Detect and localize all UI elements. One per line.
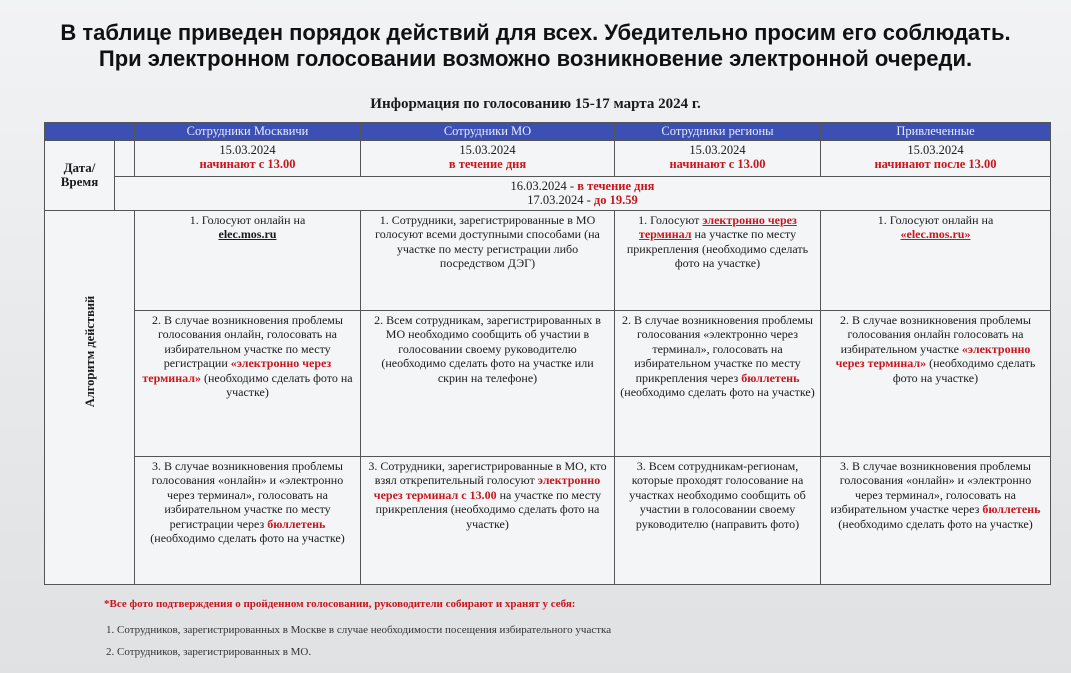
column-header-attracted: Привлеченные <box>821 123 1051 141</box>
header-corner <box>45 123 135 141</box>
step1-attracted <box>821 210 1051 310</box>
date-cell-moscow <box>135 140 361 176</box>
date-cell-mo <box>361 140 615 176</box>
step1-mo: 1. Сотрудники, зарегистрированные в МО голосуют всеми доступными способами (на участке по месту регистрации либо посредством ДЭГ) <box>361 210 615 310</box>
date-17-time: до 19.59 <box>593 193 638 207</box>
info-title: Информация по голосованию 15-17 марта 2024 г. <box>370 96 701 112</box>
step3-attracted <box>821 456 1051 584</box>
time-regions: начинают с 13.00 <box>669 157 766 171</box>
notice-heading <box>0 20 1071 72</box>
step1-moscow-text: 1. Голосуют онлайн на <box>189 212 306 227</box>
date-cell-attracted <box>821 140 1051 176</box>
step3-regions: 3. Всем сотрудникам-регионам, которые проходят голосование на участках необходимо сообщить об участии в голосовании своему руководителю (направить фото) <box>615 456 821 584</box>
step3-mo <box>361 456 615 584</box>
algorithm-label: Алгоритм действий <box>82 295 97 407</box>
voting-table <box>44 122 1051 585</box>
step3-moscow <box>135 456 361 584</box>
date-17-value: 17.03.2024 - <box>527 193 591 207</box>
step2-attracted-pre: 2. В случае возникновения проблемы голосования онлайн голосовать на избирательном участке <box>840 312 1031 356</box>
heading-line-2: При электронном голосовании возможно возникновение электронной очереди. <box>98 46 973 71</box>
step3-attracted-pre: 3. В случае возникновения проблемы голосования «онлайн» и «электронно через терминал», голосовать на избирательном участке через <box>830 458 1032 516</box>
date-17 <box>119 193 1046 208</box>
foot-item-1: 1. Сотрудников, зарегистрированных в Москве в случае необходимости посещения избирательного участка <box>106 624 612 636</box>
step2-attracted-post: (необходимо сделать фото на участке) <box>892 356 1036 385</box>
date-time-label: Дата/ Время <box>45 140 115 210</box>
step1-regions <box>615 210 821 310</box>
step2-regions-red: бюллетень <box>741 370 800 385</box>
step2-moscow-pre: 2. В случае возникновения проблемы голосования онлайн, голосовать на избирательном участке по месту регистрации <box>152 312 343 370</box>
step2-attracted-red: «электронно через терминал» <box>835 341 1031 370</box>
date-cell-regions <box>615 140 821 176</box>
date-mo: 15.03.2024 <box>459 142 516 157</box>
time-moscow: начинают с 13.00 <box>199 157 296 171</box>
date-regions: 15.03.2024 <box>689 142 746 157</box>
date-16-time: в течение дня <box>577 178 655 193</box>
step2-moscow-red: «электронно через терминал» <box>142 356 332 385</box>
elec-mos-link-attracted[interactable]: «elec.mos.ru» <box>900 227 971 241</box>
dates-row <box>45 140 1051 176</box>
step3-attracted-red: бюллетень <box>982 502 1041 516</box>
step3-moscow-pre: 3. В случае возникновения проблемы голосования «онлайн» и «электронно через терминал», голосовать на избирательном участке по месту регистрации через <box>151 458 344 531</box>
spacer-cell <box>115 140 135 176</box>
algorithm-row-1 <box>45 210 1051 310</box>
time-mo: в течение дня <box>448 157 527 171</box>
column-header-regions: Сотрудники регионы <box>615 123 821 141</box>
algorithm-row-2 <box>45 310 1051 456</box>
step1-regions-pre: 1. Голосуют <box>638 212 700 227</box>
date-attracted: 15.03.2024 <box>907 142 964 157</box>
header-row <box>45 123 1051 141</box>
step1-attracted-text: 1. Голосуют онлайн на <box>877 212 994 227</box>
step3-mo-red: электронно через терминал с 13.00 <box>373 473 601 502</box>
step1-moscow <box>135 210 361 310</box>
step3-mo-pre: 3. Сотрудники, зарегистрированные в МО, кто взял открепительный голосуют <box>368 458 607 487</box>
step2-moscow <box>135 310 361 456</box>
step2-regions-post: (необходимо сделать фото на участке) <box>620 385 815 399</box>
step2-mo: 2. Всем сотрудникам, зарегистрированных в МО необходимо сообщить об участии в голосовании своему руководителю (необходимо сделать фото на участке или скрин на телефоне) <box>361 310 615 456</box>
date-16-value: 16.03.2024 - <box>510 178 575 193</box>
step2-attracted <box>821 310 1051 456</box>
common-dates-cell <box>115 176 1051 210</box>
step2-regions <box>615 310 821 456</box>
step3-attracted-post: (необходимо сделать фото на участке) <box>838 516 1033 531</box>
step1-regions-post: на участке по месту прикрепления (необходимо сделать фото на участке) <box>626 227 809 270</box>
foot-item-2: 2. Сотрудников, зарегистрированных в МО. <box>106 646 312 658</box>
elec-mos-link[interactable]: elec.mos.ru <box>218 227 277 241</box>
step3-mo-post: на участке по месту прикрепления (необходимо сделать фото на участке) <box>375 487 602 531</box>
step3-moscow-red: бюллетень <box>267 516 326 531</box>
time-attracted: начинают после 13.00 <box>874 157 997 171</box>
step2-moscow-post: (необходимо сделать фото на участке) <box>203 370 353 399</box>
step2-regions-pre: 2. В случае возникновения проблемы голосования «электронно через терминал», голосовать на избирательном участке по месту прикрепления через <box>622 312 813 385</box>
column-header-mo: Сотрудники МО <box>361 123 615 141</box>
common-dates-row <box>45 176 1051 210</box>
algorithm-row-3 <box>45 456 1051 584</box>
footnote: *Все фото подтверждения о пройденном голосовании, руководители собирают и хранят у себя: <box>104 598 576 610</box>
date-16 <box>119 179 1046 194</box>
step3-moscow-post: (необходимо сделать фото на участке) <box>150 531 345 545</box>
heading-line-1: В таблице приведен порядок действий для всех. Убедительно просим его соблюдать. <box>60 20 1011 45</box>
algorithm-label-cell <box>45 210 135 584</box>
date-moscow: 15.03.2024 <box>219 142 276 157</box>
step1-regions-red: электронно через терминал <box>638 212 797 241</box>
column-header-moscow: Сотрудники Москвичи <box>135 123 361 141</box>
